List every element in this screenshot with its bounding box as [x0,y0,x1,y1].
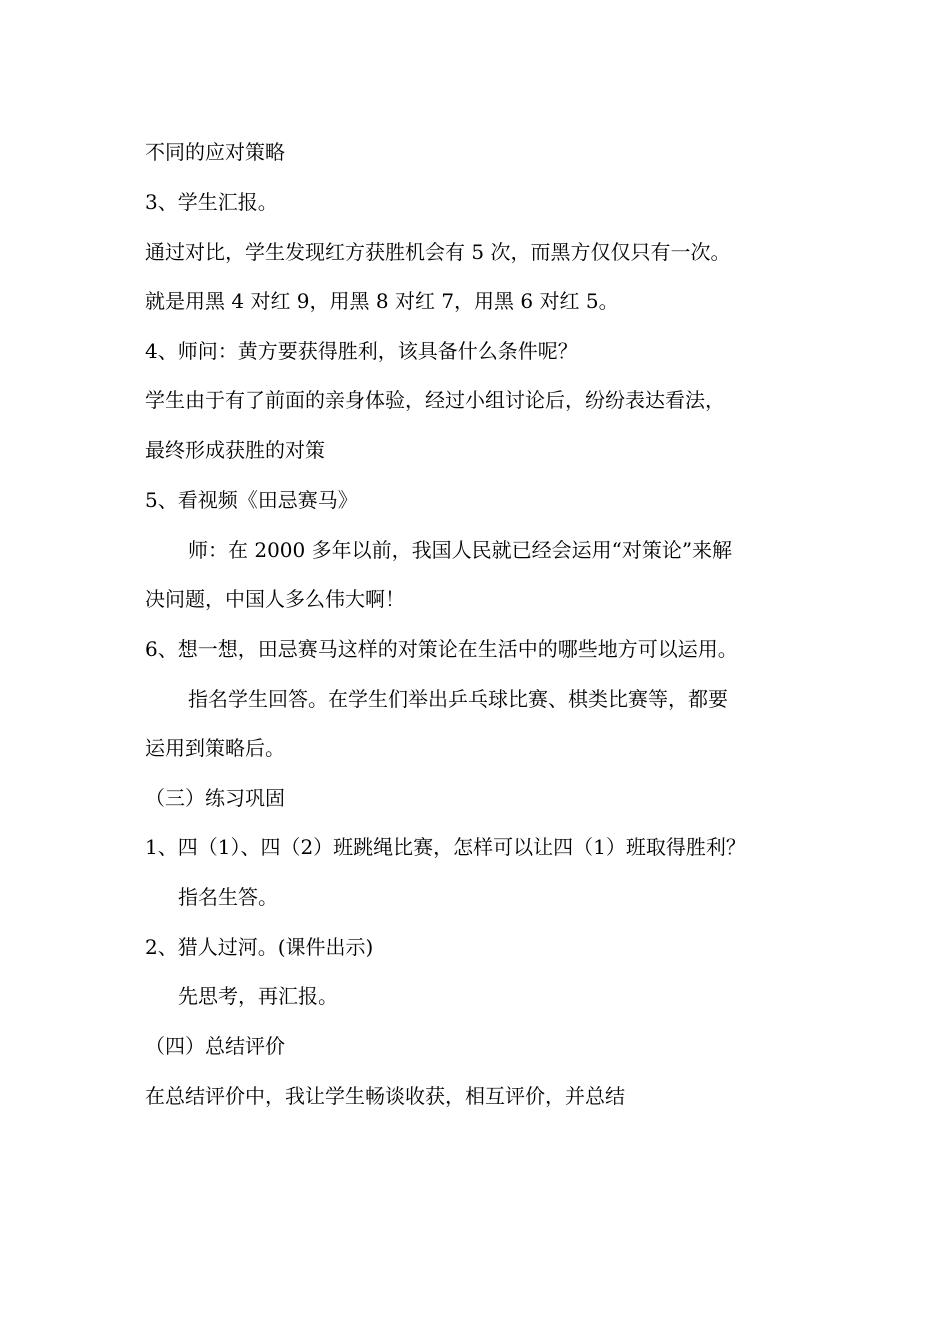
text-line: 2、猎人过河。(课件出示) [145,935,374,959]
text-line: 指名生答。 [178,885,278,909]
text-line: 3、学生汇报。 [145,190,278,214]
text-line: 运用到策略后。 [145,736,285,760]
section-heading: （四）总结评价 [145,1034,285,1058]
section-heading: （三）练习巩固 [145,786,285,810]
text-line: 1、四（1）、四（2）班跳绳比赛，怎样可以让四（1）班取得胜利？ [145,835,746,859]
text-line: 学生由于有了前面的亲身体验，经过小组讨论后，纷纷表达看法， [145,388,725,412]
text-line: 先思考，再汇报。 [178,984,338,1008]
text-line: 4、师问：黄方要获得胜利，该具备什么条件呢？ [145,339,578,363]
text-line: 不同的应对策略 [145,140,285,164]
text-line: 6、想一想，田忌赛马这样的对策论在生活中的哪些地方可以运用。 [145,637,738,661]
text-line: 决问题，中国人多么伟大啊！ [145,587,405,611]
text-line: 指名学生回答。在学生们举出乒乓球比赛、棋类比赛等，都要 [188,687,728,711]
text-line: 5、看视频《田忌赛马》 [145,488,358,512]
text-line: 就是用黑 4 对红 9，用黑 8 对红 7，用黑 6 对红 5。 [145,289,619,313]
text-line: 师：在 2000 多年以前，我国人民就已经会运用“对策论”来解 [188,538,733,562]
text-line: 通过对比，学生发现红方获胜机会有 5 次，而黑方仅仅只有一次。 [145,240,731,264]
text-line: 最终形成获胜的对策 [145,438,325,462]
text-line: 在总结评价中，我让学生畅谈收获，相互评价，并总结 [145,1084,625,1108]
